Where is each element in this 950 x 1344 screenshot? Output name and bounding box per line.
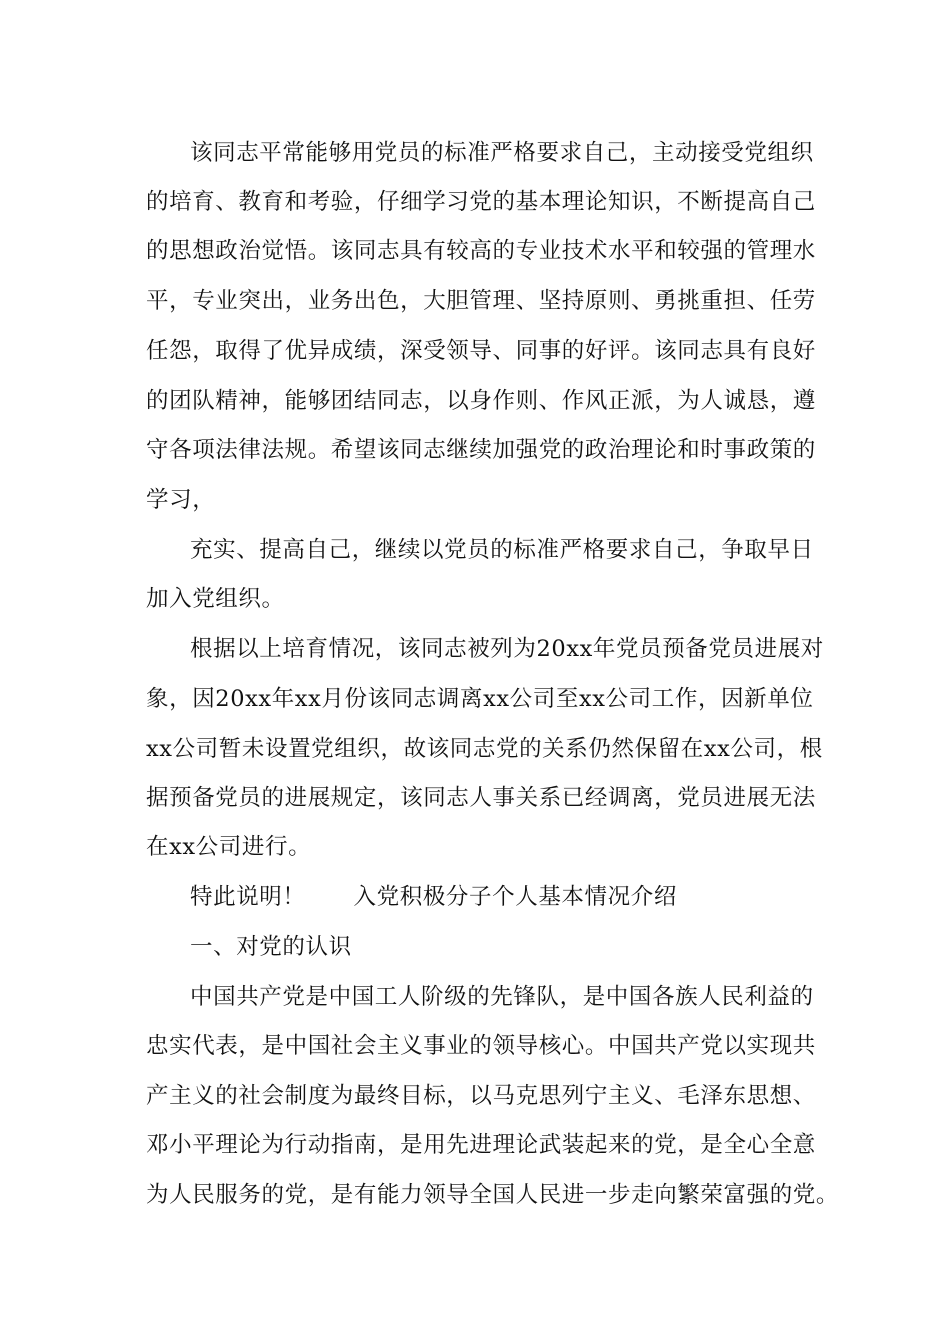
paragraph-3-line-2: 象，因20xx年xx月份该同志调离xx公司至xx公司工作，因新单位 — [146, 686, 814, 712]
paragraph-3-line-5: 在xx公司进行。 — [146, 834, 312, 860]
paragraph-3-line-4: 据预备党员的进展规定，该同志人事关系已经调离，党员进展无法 — [146, 785, 816, 811]
paragraph-3-line-1: 根据以上培育情况，该同志被列为20xx年党员预备党员进展对 — [190, 636, 824, 662]
paragraph-4-line-5: 为人民服务的党，是有能力领导全国人民进一步走向繁荣富强的党。 — [146, 1182, 840, 1208]
paragraph-4-line-2: 忠实代表，是中国社会主义事业的领导核心。中国共产党以实现共 — [146, 1033, 816, 1059]
heading-1: 一、对党的认识 — [190, 934, 352, 960]
section-title: 入党积极分子个人基本情况介绍 — [353, 884, 677, 910]
paragraph-1-line-4: 平，专业突出，业务出色，大胆管理、坚持原则、勇挑重担、任劳 — [146, 288, 816, 314]
paragraph-4-line-3: 产主义的社会制度为最终目标，以马克思列宁主义、毛泽东思想、 — [146, 1083, 816, 1109]
paragraph-4-line-4: 邓小平理论为行动指南，是用先进理论武装起来的党，是全心全意 — [146, 1132, 816, 1158]
closing-line — [190, 882, 677, 912]
paragraph-2-line-2: 加入党组织。 — [146, 586, 285, 612]
closing-text: 特此说明！ — [190, 884, 306, 910]
paragraph-1-line-3: 的思想政治觉悟。该同志具有较高的专业技术水平和较强的管理水 — [146, 238, 816, 264]
paragraph-1-line-2: 的培育、教育和考验，仔细学习党的基本理论知识，不断提高自己 — [146, 189, 816, 215]
paragraph-1-line-5: 任怨，取得了优异成绩，深受领导、同事的好评。该同志具有良好 — [146, 338, 816, 364]
paragraph-3-line-3: xx公司暂未设置党组织，故该同志党的关系仍然保留在xx公司，根 — [146, 736, 823, 762]
paragraph-1-line-8: 学习， — [146, 487, 216, 513]
paragraph-1-line-7: 守各项法律法规。希望该同志继续加强党的政治理论和时事政策的 — [146, 437, 816, 463]
paragraph-1-line-6: 的团队精神，能够团结同志，以身作则、作风正派，为人诚恳，遵 — [146, 388, 816, 414]
paragraph-4-line-1: 中国共产党是中国工人阶级的先锋队，是中国各族人民利益的 — [190, 984, 814, 1010]
paragraph-2-line-1: 充实、提高自己，继续以党员的标准严格要求自己，争取早日 — [190, 537, 814, 563]
paragraph-1-line-1: 该同志平常能够用党员的标准严格要求自己，主动接受党组织 — [190, 140, 814, 166]
